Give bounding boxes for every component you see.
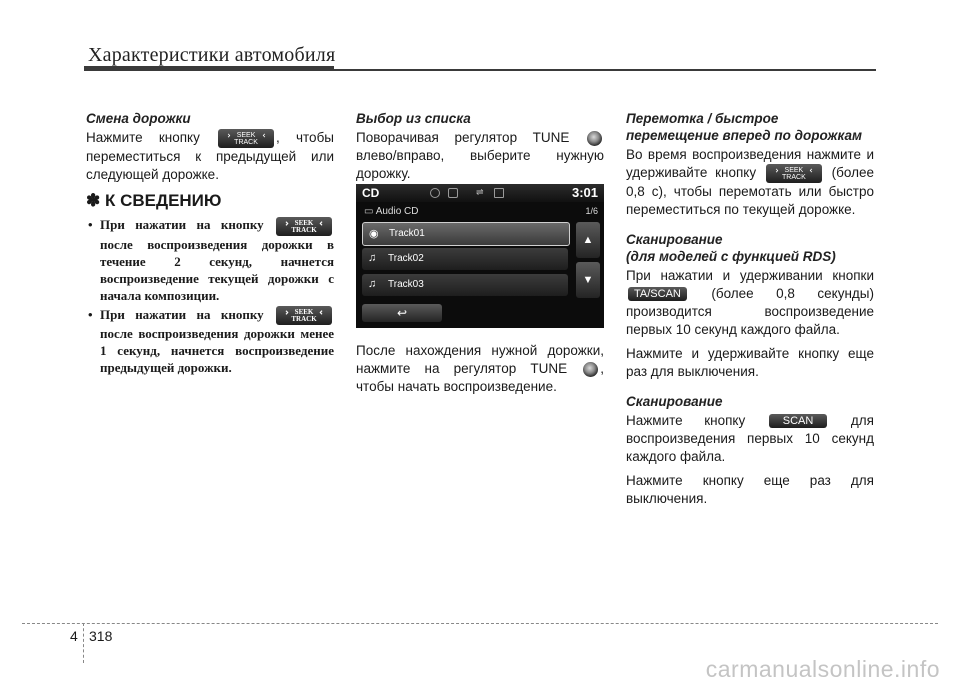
music-note-icon: ♫ <box>368 252 377 264</box>
column-seek-scan <box>626 110 874 514</box>
info-bullet-1 <box>86 216 334 304</box>
paragraph-list-select-1 <box>356 129 604 183</box>
chevron-right-icon: ⌃ <box>318 308 329 317</box>
disc-icon <box>430 188 440 198</box>
footer-dashed-divider <box>83 623 84 663</box>
heading-list-select: Выбор из списка <box>356 111 471 126</box>
tune-knob-icon <box>587 131 602 146</box>
paragraph-text-before: Нажмите кнопку <box>626 413 746 428</box>
paragraph-text-before: Во время воспроизведения нажмите и удерживайте кнопку <box>626 147 874 181</box>
scroll-up-button: ▲ <box>576 222 600 258</box>
paragraph-text-before: Нажмите кнопку <box>86 130 200 146</box>
usb-icon: ⇌ <box>476 187 484 197</box>
chevron-right-icon: ⌃ <box>318 219 329 227</box>
scan-button-icon: SCAN <box>769 414 828 428</box>
track-name: Track03 <box>388 279 424 290</box>
chevron-left-icon: ⌃ <box>279 308 290 317</box>
paragraph-track-change <box>86 129 334 184</box>
seek-track-button-icon <box>766 164 822 183</box>
music-note-icon: ♫ <box>368 278 377 290</box>
paragraph-text-after: , чтобы начать воспроизведение. <box>356 361 604 394</box>
track-name: Track02 <box>388 253 424 264</box>
info-bullet-2 <box>86 306 334 377</box>
page-chapter-number: 4 <box>70 628 78 644</box>
ta-scan-button-icon: TA/SCAN <box>628 287 687 301</box>
scroll-down-button: ▼ <box>576 262 600 298</box>
chevron-right-icon: ⌃ <box>260 131 271 140</box>
screen-subtitle <box>364 206 419 217</box>
seek-label: SEEK <box>294 308 314 317</box>
column-track-change <box>86 110 334 378</box>
chevron-left-icon: ⌃ <box>279 219 290 227</box>
seek-label: SEEK <box>784 167 804 174</box>
track-label: TRACK <box>782 174 806 181</box>
heading-scan-rds-line2: (для моделей с функцией RDS) <box>626 249 836 264</box>
chevron-left-icon: ⌃ <box>769 166 780 175</box>
paragraph-text-after: для воспроизведения первых 10 секунд каждого файла. <box>626 413 874 464</box>
seek-track-button-icon <box>276 217 332 236</box>
page-number: 318 <box>89 628 113 644</box>
track-name: Track01 <box>389 228 425 239</box>
track-label: TRACK <box>291 225 317 234</box>
paragraph-list-select-2 <box>356 342 604 396</box>
track-item-2 <box>362 248 568 270</box>
play-disc-icon: ◉ <box>369 228 379 240</box>
paragraph-text-before: Поворачивая регулятор TUNE <box>356 130 570 145</box>
screen-track-count: 1/6 <box>585 206 598 216</box>
track-label: TRACK <box>234 139 258 146</box>
heading-scan-rds-line1: Сканирование <box>626 232 723 247</box>
bullet1-text-after: после воспроизведения дорожки в течение 2 секунд, начнется воспроизведение текущей дорожки с начала композиции. <box>100 236 334 303</box>
tune-knob-icon <box>583 362 598 377</box>
seek-track-button-icon <box>276 306 332 325</box>
heading-track-change: Смена дорожки <box>86 111 191 126</box>
watermark-text: carmanualsonline.info <box>705 656 940 682</box>
paragraph-text-after: (более 0,8 с), чтобы перемотать или быстро переместиться по текущей дорожке. <box>626 165 874 217</box>
paragraph-text-before: При нажатии и удерживании кнопки <box>626 268 874 283</box>
track-item-1 <box>362 222 570 246</box>
seek-track-button-icon <box>218 129 274 148</box>
paragraph-text-after: , чтобы переместиться к предыдущей или следующей дорожке. <box>86 130 334 182</box>
folder-icon: ▭ <box>364 206 374 217</box>
paragraph-scan-rds <box>626 267 874 339</box>
footer-dashed-line <box>22 623 938 624</box>
bluetooth-icon <box>494 188 504 198</box>
bullet1-text-before: При нажатии на кнопку <box>100 217 264 232</box>
heading-fast-forward-line2: перемещение вперед по дорожкам <box>626 128 862 143</box>
paragraph-scan-off: Нажмите и удерживайте кнопку еще раз для выключения. <box>626 346 874 379</box>
screen-time: 3:01 <box>571 185 598 200</box>
paragraph-fast-forward <box>626 146 874 219</box>
info-bullet-list <box>86 216 334 376</box>
header-rule-thin <box>334 69 876 71</box>
settings-icon <box>448 188 458 198</box>
column-list-select-continued <box>356 340 604 402</box>
info-heading: ✽ К СВЕДЕНИЮ <box>86 191 222 210</box>
paragraph-text-after: (более 0,8 секунды) производится воспроизведение первых 10 секунд каждого файла. <box>626 286 874 337</box>
chevron-left-icon: ⌃ <box>221 131 232 140</box>
paragraph-scan <box>626 412 874 466</box>
paragraph-text-before: После нахождения нужной дорожки, нажмите на регулятор TUNE <box>356 343 604 376</box>
bullet2-text-after: после воспроизведения дорожки менее 1 секунд, начнется воспроизведение предыдущей дорожки. <box>100 326 334 376</box>
screen-source-label: CD <box>362 186 380 200</box>
seek-label: SEEK <box>236 132 256 139</box>
seek-label: SEEK <box>294 218 314 227</box>
heading-scan: Сканирование <box>626 394 723 409</box>
bullet2-text-before: При нажатии на кнопку <box>100 306 264 322</box>
track-label: TRACK <box>291 315 317 324</box>
paragraph-scan-off-2: Нажмите кнопку еще раз для выключения. <box>626 473 874 506</box>
track-item-3 <box>362 274 568 296</box>
column-list-select <box>356 110 604 189</box>
chevron-right-icon: ⌃ <box>808 166 819 175</box>
heading-fast-forward-line1: Перемотка / быстрое <box>626 111 779 126</box>
screen-subtitle-text: Audio CD <box>375 206 419 217</box>
back-button: ↩ <box>362 304 442 322</box>
cd-screen-illustration <box>356 184 604 328</box>
page-header-title: Характеристики автомобиля <box>88 44 336 66</box>
header-rule-thick <box>84 66 334 71</box>
paragraph-text-after: влево/вправо, выберите нужную дорожку. <box>356 148 604 181</box>
